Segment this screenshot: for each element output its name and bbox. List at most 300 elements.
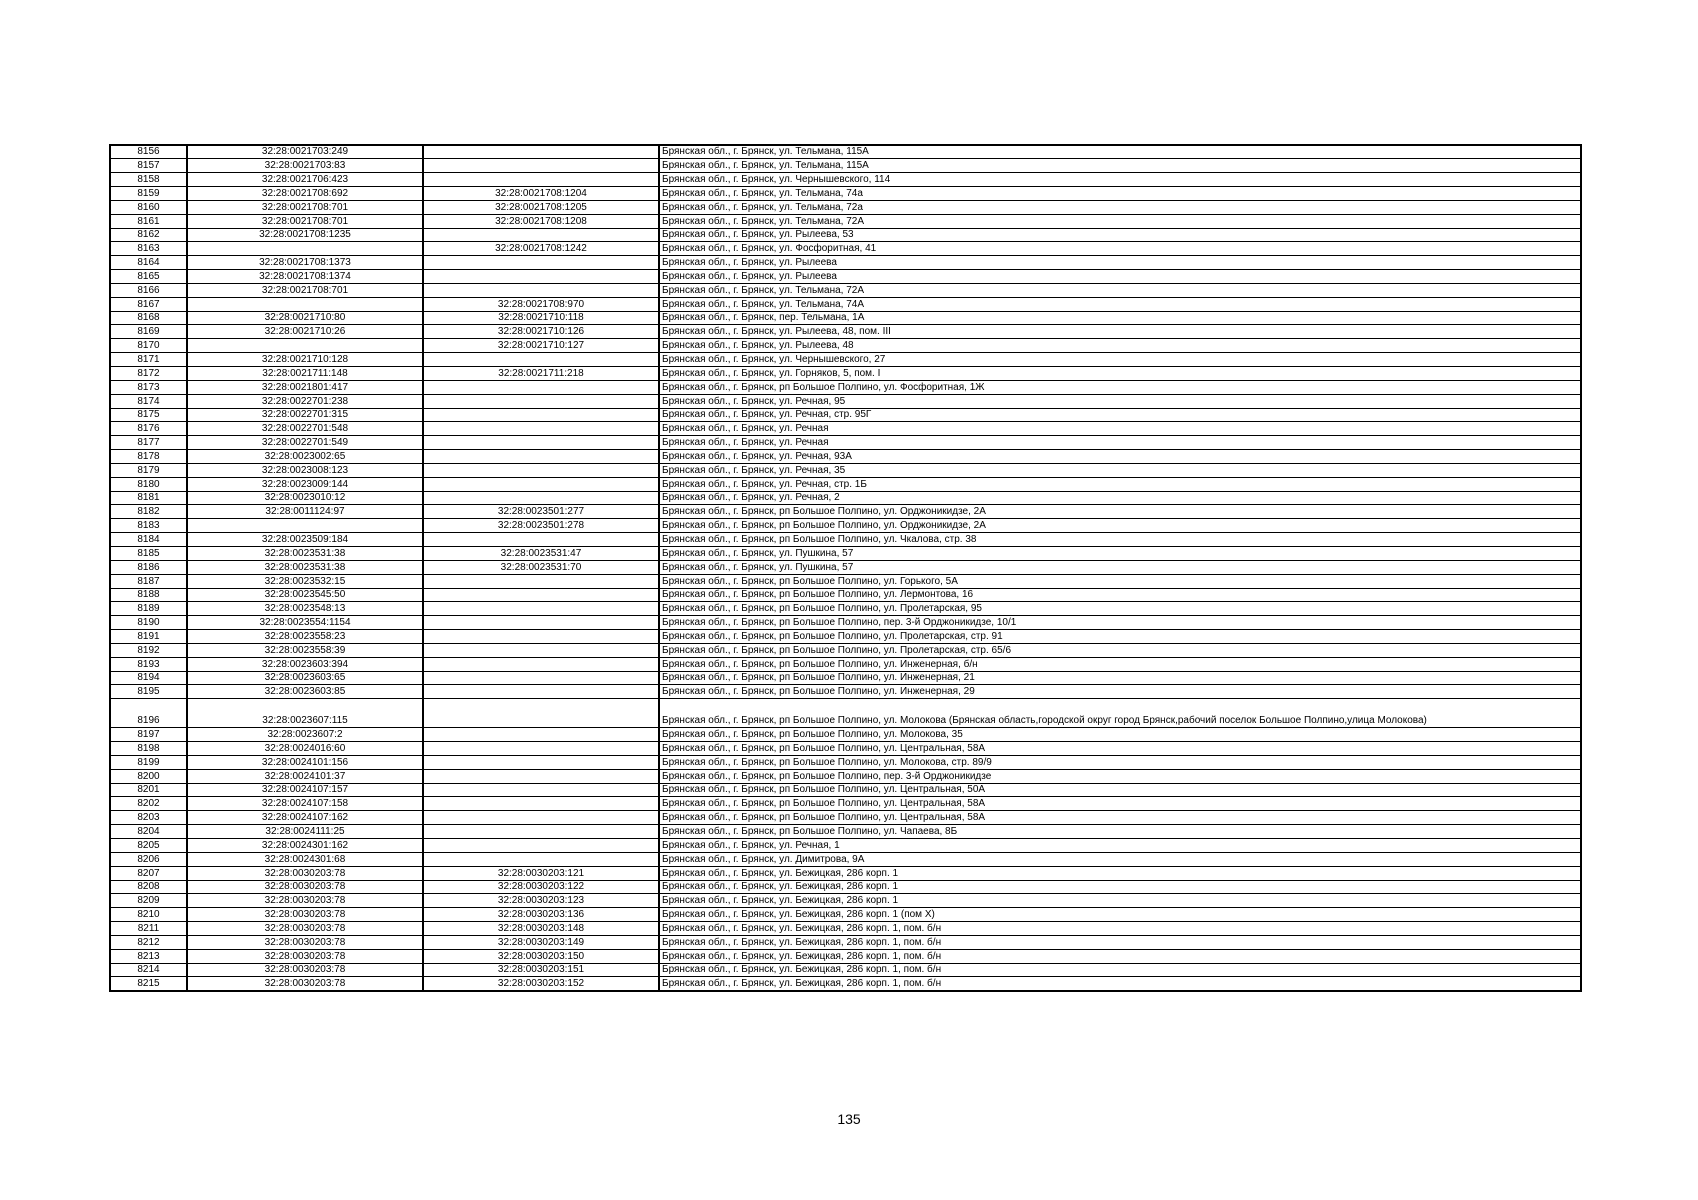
address-cell: Брянская обл., г. Брянск, рп Большое Полпино, ул. Молокова, стр. 89/9 (659, 755, 1581, 769)
cadastral-number-cell: 32:28:0030203:78 (187, 977, 423, 991)
row-number-cell: 8156 (110, 145, 187, 159)
table-row (110, 866, 1581, 880)
cadastral-number-cell: 32:28:0023603:65 (187, 671, 423, 685)
row-number-cell: 8159 (110, 187, 187, 201)
row-number-cell: 8193 (110, 657, 187, 671)
row-number-cell: 8158 (110, 173, 187, 187)
cadastral-number-cell (187, 519, 423, 533)
row-number-cell: 8204 (110, 825, 187, 839)
table-row (110, 463, 1581, 477)
row-number-cell: 8157 (110, 159, 187, 173)
object-number-cell: 32:28:0021708:1205 (423, 200, 659, 214)
address-cell: Брянская обл., г. Брянск, ул. Речная, 95 (659, 394, 1581, 408)
object-number-cell (423, 602, 659, 616)
cadastral-number-cell: 32:28:0030203:78 (187, 949, 423, 963)
address-cell: Брянская обл., г. Брянск, рп Большое Полпино, ул. Горького, 5А (659, 574, 1581, 588)
address-cell: Брянская обл., г. Брянск, ул. Речная (659, 436, 1581, 450)
table-row (110, 769, 1581, 783)
object-number-cell (423, 616, 659, 630)
object-number-cell: 32:28:0021708:1204 (423, 187, 659, 201)
row-number-cell: 8211 (110, 922, 187, 936)
table-row (110, 908, 1581, 922)
cadastral-number-cell: 32:28:0023531:38 (187, 560, 423, 574)
address-cell: Брянская обл., г. Брянск, ул. Чернышевского, 114 (659, 173, 1581, 187)
object-number-cell: 32:28:0030203:122 (423, 880, 659, 894)
row-number-cell: 8185 (110, 546, 187, 560)
table-row (110, 187, 1581, 201)
table-row (110, 242, 1581, 256)
object-number-cell (423, 145, 659, 159)
address-cell: Брянская обл., г. Брянск, ул. Бежицкая, 286 корп. 1, пом. б/н (659, 963, 1581, 977)
object-number-cell (423, 228, 659, 242)
table-row (110, 699, 1581, 728)
object-number-cell (423, 270, 659, 284)
cadastral-number-cell: 32:28:0024111:25 (187, 825, 423, 839)
table-row (110, 742, 1581, 756)
table-row (110, 574, 1581, 588)
object-number-cell: 32:28:0021708:1242 (423, 242, 659, 256)
table-row (110, 588, 1581, 602)
object-number-cell (423, 394, 659, 408)
object-number-cell (423, 408, 659, 422)
row-number-cell: 8172 (110, 367, 187, 381)
address-cell: Брянская обл., г. Брянск, ул. Рылеева, 53 (659, 228, 1581, 242)
object-number-cell (423, 159, 659, 173)
row-number-cell: 8196 (110, 699, 187, 728)
object-number-cell: 32:28:0030203:151 (423, 963, 659, 977)
table-row (110, 657, 1581, 671)
cadastral-number-cell: 32:28:0023532:15 (187, 574, 423, 588)
address-cell: Брянская обл., г. Брянск, рп Большое Полпино, пер. 3-й Орджоникидзе (659, 769, 1581, 783)
table-row (110, 325, 1581, 339)
address-cell: Брянская обл., г. Брянск, рп Большое Полпино, ул. Инженерная, б/н (659, 657, 1581, 671)
cadastral-number-cell: 32:28:0030203:78 (187, 880, 423, 894)
address-cell: Брянская обл., г. Брянск, рп Большое Полпино, ул. Молокова (Брянская область,городской округ город Брянск,рабочий поселок Большое Полпино,улица Молокова) (659, 699, 1581, 728)
address-cell: Брянская обл., г. Брянск, ул. Чернышевского, 27 (659, 353, 1581, 367)
address-cell: Брянская обл., г. Брянск, ул. Тельмана, 72А (659, 283, 1581, 297)
cadastral-number-cell: 32:28:0023002:65 (187, 450, 423, 464)
table-row (110, 671, 1581, 685)
row-number-cell: 8186 (110, 560, 187, 574)
object-number-cell (423, 769, 659, 783)
object-number-cell: 32:28:0030203:150 (423, 949, 659, 963)
row-number-cell: 8170 (110, 339, 187, 353)
object-number-cell (423, 755, 659, 769)
cadastral-number-cell: 32:28:0021711:148 (187, 367, 423, 381)
table-row (110, 630, 1581, 644)
table-body (110, 145, 1581, 991)
object-number-cell: 32:28:0023501:278 (423, 519, 659, 533)
address-cell: Брянская обл., г. Брянск, рп Большое Полпино, ул. Орджоникидзе, 2А (659, 505, 1581, 519)
row-number-cell: 8176 (110, 422, 187, 436)
cadastral-number-cell: 32:28:0021708:701 (187, 283, 423, 297)
table-row (110, 408, 1581, 422)
object-number-cell: 32:28:0023501:277 (423, 505, 659, 519)
address-cell: Брянская обл., г. Брянск, рп Большое Полпино, ул. Центральная, 50А (659, 783, 1581, 797)
object-number-cell: 32:28:0030203:121 (423, 866, 659, 880)
row-number-cell: 8160 (110, 200, 187, 214)
table-row (110, 602, 1581, 616)
object-number-cell (423, 353, 659, 367)
address-cell: Брянская обл., г. Брянск, рп Большое Полпино, ул. Чкалова, стр. 38 (659, 533, 1581, 547)
object-number-cell (423, 256, 659, 270)
address-cell: Брянская обл., г. Брянск, ул. Бежицкая, 286 корп. 1 (659, 866, 1581, 880)
address-cell: Брянская обл., г. Брянск, рп Большое Полпино, ул. Орджоникидзе, 2А (659, 519, 1581, 533)
object-number-cell (423, 852, 659, 866)
cadastral-number-cell: 32:28:0030203:78 (187, 922, 423, 936)
table-row (110, 283, 1581, 297)
address-cell: Брянская обл., г. Брянск, ул. Речная, 1 (659, 839, 1581, 853)
address-cell: Брянская обл., г. Брянск, рп Большое Полпино, ул. Центральная, 58А (659, 797, 1581, 811)
cadastral-number-cell: 32:28:0021703:83 (187, 159, 423, 173)
object-number-cell: 32:28:0021710:127 (423, 339, 659, 353)
table-row (110, 797, 1581, 811)
address-cell: Брянская обл., г. Брянск, ул. Пушкина, 57 (659, 560, 1581, 574)
table-row (110, 353, 1581, 367)
cadastral-number-cell: 32:28:0022701:238 (187, 394, 423, 408)
cadastral-number-cell: 32:28:0030203:78 (187, 935, 423, 949)
cadastral-number-cell: 32:28:0022701:549 (187, 436, 423, 450)
row-number-cell: 8213 (110, 949, 187, 963)
row-number-cell: 8194 (110, 671, 187, 685)
object-number-cell: 32:28:0030203:152 (423, 977, 659, 991)
address-cell: Брянская обл., г. Брянск, ул. Бежицкая, 286 корп. 1, пом. б/н (659, 935, 1581, 949)
address-cell: Брянская обл., г. Брянск, ул. Речная (659, 422, 1581, 436)
address-cell: Брянская обл., г. Брянск, ул. Горняков, 5, пом. I (659, 367, 1581, 381)
row-number-cell: 8175 (110, 408, 187, 422)
row-number-cell: 8212 (110, 935, 187, 949)
cadastral-number-cell (187, 242, 423, 256)
cadastral-number-cell (187, 339, 423, 353)
row-number-cell: 8200 (110, 769, 187, 783)
table-row (110, 380, 1581, 394)
table-row (110, 256, 1581, 270)
cadastral-number-cell: 32:28:0023509:184 (187, 533, 423, 547)
cadastral-number-cell: 32:28:0021708:701 (187, 200, 423, 214)
table-row (110, 436, 1581, 450)
table-row (110, 519, 1581, 533)
table-row (110, 977, 1581, 991)
cadastral-number-cell: 32:28:0024107:162 (187, 811, 423, 825)
object-number-cell (423, 491, 659, 505)
row-number-cell: 8195 (110, 685, 187, 699)
cadastral-number-cell (187, 297, 423, 311)
object-number-cell (423, 671, 659, 685)
address-cell: Брянская обл., г. Брянск, рп Большое Полпино, ул. Инженерная, 29 (659, 685, 1581, 699)
address-cell: Брянская обл., г. Брянск, ул. Речная, 93А (659, 450, 1581, 464)
cadastral-number-cell: 32:28:0023010:12 (187, 491, 423, 505)
object-number-cell (423, 422, 659, 436)
address-cell: Брянская обл., г. Брянск, ул. Бежицкая, 286 корп. 1 (пом X) (659, 908, 1581, 922)
row-number-cell: 8191 (110, 630, 187, 644)
row-number-cell: 8167 (110, 297, 187, 311)
object-number-cell (423, 283, 659, 297)
cadastral-number-cell: 32:28:0023607:115 (187, 699, 423, 728)
row-number-cell: 8165 (110, 270, 187, 284)
table-row (110, 643, 1581, 657)
cadastral-number-cell: 32:28:0024107:157 (187, 783, 423, 797)
row-number-cell: 8162 (110, 228, 187, 242)
address-cell: Брянская обл., г. Брянск, ул. Речная, стр. 1Б (659, 477, 1581, 491)
row-number-cell: 8199 (110, 755, 187, 769)
table-row (110, 894, 1581, 908)
row-number-cell: 8205 (110, 839, 187, 853)
row-number-cell: 8206 (110, 852, 187, 866)
cadastral-number-cell: 32:28:0021708:701 (187, 214, 423, 228)
cadastral-number-cell: 32:28:0023548:13 (187, 602, 423, 616)
cadastral-number-cell: 32:28:0024101:37 (187, 769, 423, 783)
object-number-cell (423, 728, 659, 742)
cadastral-number-cell: 32:28:0023545:50 (187, 588, 423, 602)
table-row (110, 811, 1581, 825)
table-row (110, 616, 1581, 630)
row-number-cell: 8201 (110, 783, 187, 797)
object-number-cell (423, 450, 659, 464)
row-number-cell: 8190 (110, 616, 187, 630)
address-cell: Брянская обл., г. Брянск, рп Большое Полпино, ул. Молокова, 35 (659, 728, 1581, 742)
address-cell: Брянская обл., г. Брянск, ул. Бежицкая, 286 корп. 1, пом. б/н (659, 949, 1581, 963)
address-cell: Брянская обл., г. Брянск, рп Большое Полпино, ул. Чапаева, 8Б (659, 825, 1581, 839)
address-cell: Брянская обл., г. Брянск, рп Большое Полпино, ул. Пролетарская, стр. 91 (659, 630, 1581, 644)
object-number-cell: 32:28:0021711:218 (423, 367, 659, 381)
object-number-cell (423, 574, 659, 588)
cadastral-number-cell: 32:28:0030203:78 (187, 908, 423, 922)
cadastral-number-cell: 32:28:0011124:97 (187, 505, 423, 519)
cadastral-number-cell: 32:28:0021708:1374 (187, 270, 423, 284)
table-row (110, 533, 1581, 547)
address-cell: Брянская обл., г. Брянск, рп Большое Полпино, ул. Пролетарская, 95 (659, 602, 1581, 616)
cadastral-number-cell: 32:28:0021801:417 (187, 380, 423, 394)
object-number-cell (423, 825, 659, 839)
table-row (110, 200, 1581, 214)
object-number-cell: 32:28:0021708:1208 (423, 214, 659, 228)
table-row (110, 214, 1581, 228)
row-number-cell: 8207 (110, 866, 187, 880)
row-number-cell: 8180 (110, 477, 187, 491)
address-cell: Брянская обл., г. Брянск, ул. Речная, 35 (659, 463, 1581, 477)
row-number-cell: 8203 (110, 811, 187, 825)
object-number-cell (423, 783, 659, 797)
address-cell: Брянская обл., г. Брянск, ул. Тельмана, 74А (659, 297, 1581, 311)
address-cell: Брянская обл., г. Брянск, ул. Речная, 2 (659, 491, 1581, 505)
table-row (110, 367, 1581, 381)
table-row (110, 783, 1581, 797)
row-number-cell: 8171 (110, 353, 187, 367)
cadastral-number-cell: 32:28:0023558:23 (187, 630, 423, 644)
cadastral-number-cell: 32:28:0030203:78 (187, 963, 423, 977)
cadastral-number-cell: 32:28:0023009:144 (187, 477, 423, 491)
cadastral-number-cell: 32:28:0023008:123 (187, 463, 423, 477)
table-row (110, 935, 1581, 949)
address-cell: Брянская обл., г. Брянск, ул. Пушкина, 57 (659, 546, 1581, 560)
row-number-cell: 8197 (110, 728, 187, 742)
row-number-cell: 8173 (110, 380, 187, 394)
object-number-cell (423, 657, 659, 671)
cadastral-number-cell: 32:28:0023558:39 (187, 643, 423, 657)
address-cell: Брянская обл., г. Брянск, рп Большое Полпино, ул. Лермонтова, 16 (659, 588, 1581, 602)
table-row (110, 491, 1581, 505)
table-row (110, 339, 1581, 353)
cadastral-number-cell: 32:28:0030203:78 (187, 866, 423, 880)
address-cell: Брянская обл., г. Брянск, ул. Рылеева, 48 (659, 339, 1581, 353)
table-row (110, 852, 1581, 866)
address-cell: Брянская обл., г. Брянск, ул. Тельмана, 115А (659, 159, 1581, 173)
document-table (109, 144, 1582, 992)
object-number-cell (423, 477, 659, 491)
table-row (110, 880, 1581, 894)
address-cell: Брянская обл., г. Брянск, ул. Рылеева, 48, пом. III (659, 325, 1581, 339)
row-number-cell: 8183 (110, 519, 187, 533)
row-number-cell: 8169 (110, 325, 187, 339)
object-number-cell: 32:28:0021710:126 (423, 325, 659, 339)
address-cell: Брянская обл., г. Брянск, ул. Рылеева (659, 270, 1581, 284)
address-cell: Брянская обл., г. Брянск, ул. Рылеева (659, 256, 1581, 270)
object-number-cell: 32:28:0030203:148 (423, 922, 659, 936)
table-row (110, 560, 1581, 574)
address-cell: Брянская обл., г. Брянск, ул. Бежицкая, 286 корп. 1 (659, 894, 1581, 908)
table-row (110, 963, 1581, 977)
cadastral-number-cell: 32:28:0022701:315 (187, 408, 423, 422)
table-row (110, 505, 1581, 519)
row-number-cell: 8161 (110, 214, 187, 228)
object-number-cell (423, 742, 659, 756)
cadastral-number-cell: 32:28:0021703:249 (187, 145, 423, 159)
cadastral-number-cell: 32:28:0023607:2 (187, 728, 423, 742)
table-row (110, 922, 1581, 936)
table-row (110, 546, 1581, 560)
table-row (110, 173, 1581, 187)
row-number-cell: 8188 (110, 588, 187, 602)
object-number-cell (423, 533, 659, 547)
row-number-cell: 8215 (110, 977, 187, 991)
object-number-cell (423, 685, 659, 699)
object-number-cell (423, 630, 659, 644)
object-number-cell (423, 811, 659, 825)
table-row (110, 839, 1581, 853)
cadastral-number-cell: 32:28:0024301:162 (187, 839, 423, 853)
cadastral-number-cell: 32:28:0021710:26 (187, 325, 423, 339)
row-number-cell: 8177 (110, 436, 187, 450)
row-number-cell: 8163 (110, 242, 187, 256)
table-row (110, 728, 1581, 742)
table-row (110, 311, 1581, 325)
cadastral-number-cell: 32:28:0021710:80 (187, 311, 423, 325)
cadastral-number-cell: 32:28:0022701:548 (187, 422, 423, 436)
object-number-cell: 32:28:0021708:970 (423, 297, 659, 311)
address-cell: Брянская обл., г. Брянск, ул. Тельмана, 72а (659, 200, 1581, 214)
row-number-cell: 8198 (110, 742, 187, 756)
address-cell: Брянская обл., г. Брянск, рп Большое Полпино, пер. 3-й Орджоникидзе, 10/1 (659, 616, 1581, 630)
table-row (110, 228, 1581, 242)
table-row (110, 477, 1581, 491)
cadastral-number-cell: 32:28:0030203:78 (187, 894, 423, 908)
table-row (110, 422, 1581, 436)
row-number-cell: 8202 (110, 797, 187, 811)
row-number-cell: 8208 (110, 880, 187, 894)
row-number-cell: 8189 (110, 602, 187, 616)
table-row (110, 297, 1581, 311)
cadastral-number-cell: 32:28:0024107:158 (187, 797, 423, 811)
address-cell: Брянская обл., г. Брянск, ул. Бежицкая, 286 корп. 1, пом. б/н (659, 977, 1581, 991)
object-number-cell: 32:28:0030203:136 (423, 908, 659, 922)
address-cell: Брянская обл., г. Брянск, ул. Фосфоритная, 41 (659, 242, 1581, 256)
address-cell: Брянская обл., г. Брянск, ул. Димитрова, 9А (659, 852, 1581, 866)
cadastral-number-cell: 32:28:0021710:128 (187, 353, 423, 367)
table-row (110, 755, 1581, 769)
address-cell: Брянская обл., г. Брянск, рп Большое Полпино, ул. Центральная, 58А (659, 742, 1581, 756)
cadastral-number-cell: 32:28:0024301:68 (187, 852, 423, 866)
row-number-cell: 8164 (110, 256, 187, 270)
cadastral-number-cell: 32:28:0024016:60 (187, 742, 423, 756)
table-row (110, 145, 1581, 159)
address-cell: Брянская обл., г. Брянск, рп Большое Полпино, ул. Инженерная, 21 (659, 671, 1581, 685)
cadastral-number-cell: 32:28:0021708:1235 (187, 228, 423, 242)
object-number-cell (423, 643, 659, 657)
cadastral-number-cell: 32:28:0023554:1154 (187, 616, 423, 630)
table-row (110, 685, 1581, 699)
object-number-cell (423, 173, 659, 187)
table-row (110, 270, 1581, 284)
cadastral-number-cell: 32:28:0023603:394 (187, 657, 423, 671)
address-cell: Брянская обл., г. Брянск, ул. Тельмана, 115А (659, 145, 1581, 159)
page-number: 135 (837, 1111, 861, 1127)
object-number-cell (423, 797, 659, 811)
table-row (110, 949, 1581, 963)
row-number-cell: 8174 (110, 394, 187, 408)
row-number-cell: 8178 (110, 450, 187, 464)
cadastral-number-cell: 32:28:0023603:85 (187, 685, 423, 699)
table-row (110, 450, 1581, 464)
cadastral-number-cell: 32:28:0021708:692 (187, 187, 423, 201)
object-number-cell (423, 463, 659, 477)
row-number-cell: 8184 (110, 533, 187, 547)
address-cell: Брянская обл., г. Брянск, ул. Бежицкая, 286 корп. 1, пом. б/н (659, 922, 1581, 936)
row-number-cell: 8181 (110, 491, 187, 505)
row-number-cell: 8182 (110, 505, 187, 519)
cadastral-number-cell: 32:28:0023531:38 (187, 546, 423, 560)
object-number-cell: 32:28:0023531:70 (423, 560, 659, 574)
address-cell: Брянская обл., г. Брянск, рп Большое Полпино, ул. Фосфоритная, 1Ж (659, 380, 1581, 394)
cadastral-number-cell: 32:28:0024101:156 (187, 755, 423, 769)
row-number-cell: 8187 (110, 574, 187, 588)
address-cell: Брянская обл., г. Брянск, рп Большое Полпино, ул. Пролетарская, стр. 65/6 (659, 643, 1581, 657)
object-number-cell: 32:28:0030203:149 (423, 935, 659, 949)
object-number-cell (423, 699, 659, 728)
row-number-cell: 8168 (110, 311, 187, 325)
address-cell: Брянская обл., г. Брянск, ул. Тельмана, 74а (659, 187, 1581, 201)
row-number-cell: 8210 (110, 908, 187, 922)
cadastral-number-cell: 32:28:0021708:1373 (187, 256, 423, 270)
object-number-cell (423, 839, 659, 853)
table-row (110, 394, 1581, 408)
address-cell: Брянская обл., г. Брянск, ул. Речная, стр. 95Г (659, 408, 1581, 422)
row-number-cell: 8179 (110, 463, 187, 477)
address-cell: Брянская обл., г. Брянск, пер. Тельмана, 1А (659, 311, 1581, 325)
address-cell: Брянская обл., г. Брянск, рп Большое Полпино, ул. Центральная, 58А (659, 811, 1581, 825)
address-cell: Брянская обл., г. Брянск, ул. Бежицкая, 286 корп. 1 (659, 880, 1581, 894)
row-number-cell: 8209 (110, 894, 187, 908)
object-number-cell: 32:28:0023531:47 (423, 546, 659, 560)
address-cell: Брянская обл., г. Брянск, ул. Тельмана, 72А (659, 214, 1581, 228)
table-row (110, 825, 1581, 839)
object-number-cell: 32:28:0030203:123 (423, 894, 659, 908)
object-number-cell: 32:28:0021710:118 (423, 311, 659, 325)
cadastral-number-cell: 32:28:0021706:423 (187, 173, 423, 187)
object-number-cell (423, 436, 659, 450)
row-number-cell: 8214 (110, 963, 187, 977)
table-row (110, 159, 1581, 173)
row-number-cell: 8166 (110, 283, 187, 297)
